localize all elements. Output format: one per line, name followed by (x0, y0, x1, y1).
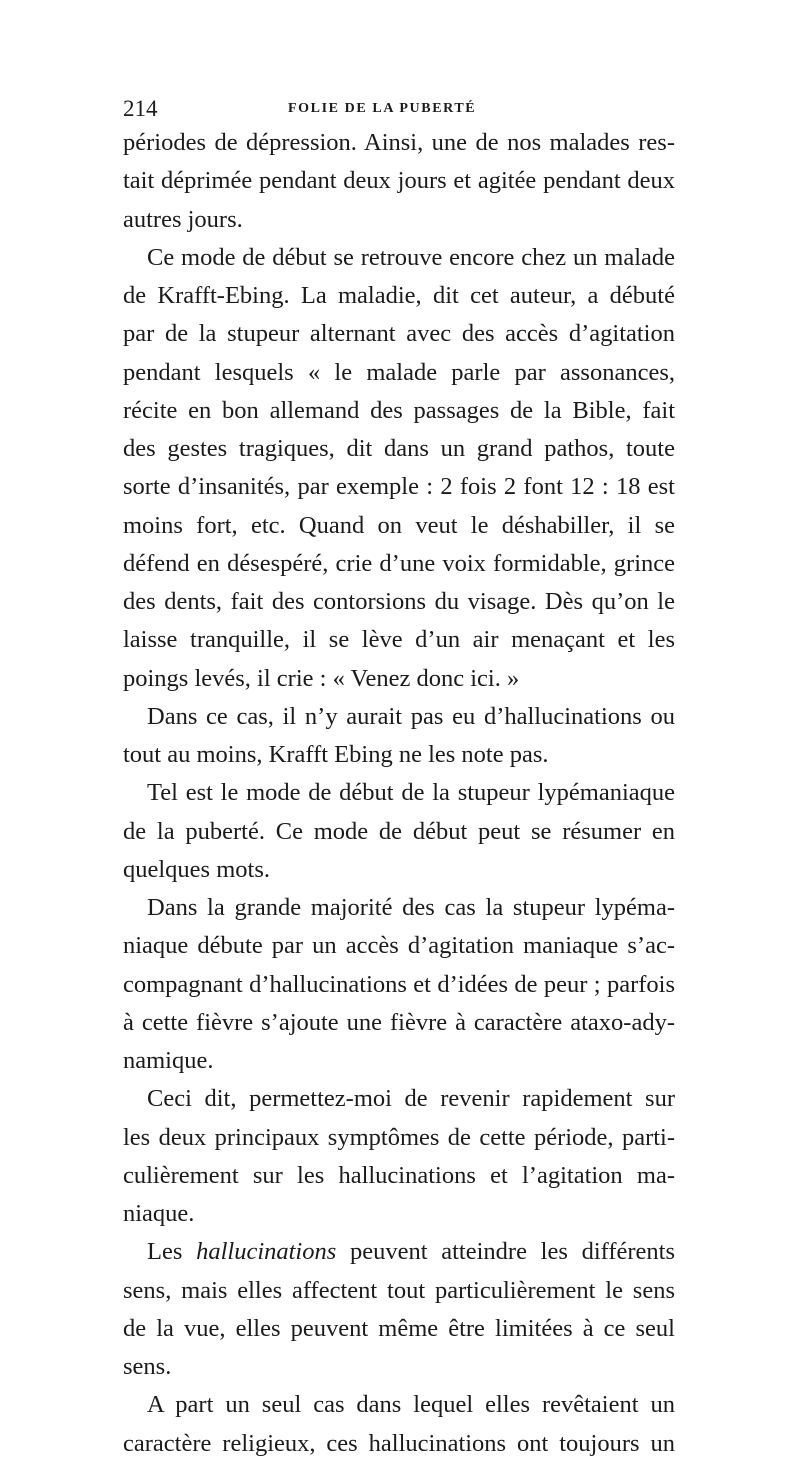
text-line: poings levés, il crie : « Venez donc ici. » (123, 664, 520, 692)
text-run: Les (147, 1238, 197, 1266)
text-line: périodes de dépression. Ainsi, une de nos malades res- (123, 129, 675, 156)
text-line: Ceci dit, permettez-moi de revenir rapidement sur (147, 1085, 675, 1113)
page-number: 214 (123, 96, 158, 121)
text-line: sorte d’insanités, par exemple : 2 fois 2 font 12 : 18 est (123, 473, 675, 501)
text-line: quelques mots. (123, 855, 270, 883)
text-line: moins fort, etc. Quand on veut le déshabiller, il se (123, 511, 675, 539)
text-line: sens. (123, 1353, 172, 1380)
text-line: autres jours. (123, 205, 243, 233)
text-line: sens, mais elles affectent tout particulièrement le sens (123, 1276, 675, 1304)
text-run: peuvent atteindre les différents (349, 1238, 675, 1266)
text-line: Ce mode de début se retrouve encore chez un malade (147, 243, 675, 271)
text-line: Tel est le mode de début de la stupeur lypémaniaque (147, 779, 675, 807)
text-line: niaque débute par un accès d’agitation maniaque s’ac- (123, 932, 675, 960)
body-text (123, 124, 675, 1463)
text-line: des gestes tragiques, dit dans un grand pathos, toute (123, 435, 675, 462)
text-line: niaque. (123, 1200, 195, 1227)
text-line: pendant lesquels « le malade parle par assonances, (123, 358, 675, 386)
text-line: laisse tranquille, il se lève d’un air menaçant et les (123, 626, 675, 654)
text-line: par de la stupeur alternant avec des accès d’agitation (123, 320, 675, 348)
text-line: de la vue, elles peuvent même être limitées à ce seul (123, 1314, 675, 1342)
text-line: compagnant d’hallucinations et d’idées de peur ; parfois (123, 970, 675, 998)
text-line: de la puberté. Ce mode de début peut se résumer en (123, 817, 675, 845)
text-line: A part un seul cas dans lequel elles revêtaient un (147, 1391, 675, 1419)
italic-term: hallucinations (196, 1238, 337, 1266)
text-line: culièrement sur les hallucinations et l’agitation ma- (123, 1161, 675, 1189)
text-line: caractère religieux, ces hallucinations ont toujours un (123, 1429, 675, 1457)
text-line: tait déprimée pendant deux jours et agitée pendant deux (123, 167, 675, 195)
text-line: à cette fièvre s’ajoute une fièvre à caractère ataxo-ady- (123, 1008, 675, 1036)
text-line: des dents, fait des contorsions du visage. Dès qu’on le (123, 588, 675, 615)
text-line: défend en désespéré, crie d’une voix formidable, grince (123, 549, 675, 577)
text-line: Dans la grande majorité des cas la stupeur lypéma- (147, 894, 675, 921)
text-line: namique. (123, 1047, 214, 1074)
text-line: les deux principaux symptômes de cette période, parti- (123, 1123, 675, 1151)
text-line: récite en bon allemand des passages de la Bible, fait (123, 396, 675, 424)
running-title: FOLIE DE LA PUBERTÉ (288, 101, 477, 116)
text-line: de Krafft-Ebing. La maladie, dit cet auteur, a débuté (123, 282, 675, 309)
text-run (336, 1238, 350, 1265)
text-line: tout au moins, Krafft Ebing ne les note pas. (123, 741, 549, 768)
text-line: Dans ce cas, il n’y aurait pas eu d’hallucinations ou (147, 702, 675, 730)
running-head (123, 94, 675, 124)
text-line (123, 1233, 675, 1271)
